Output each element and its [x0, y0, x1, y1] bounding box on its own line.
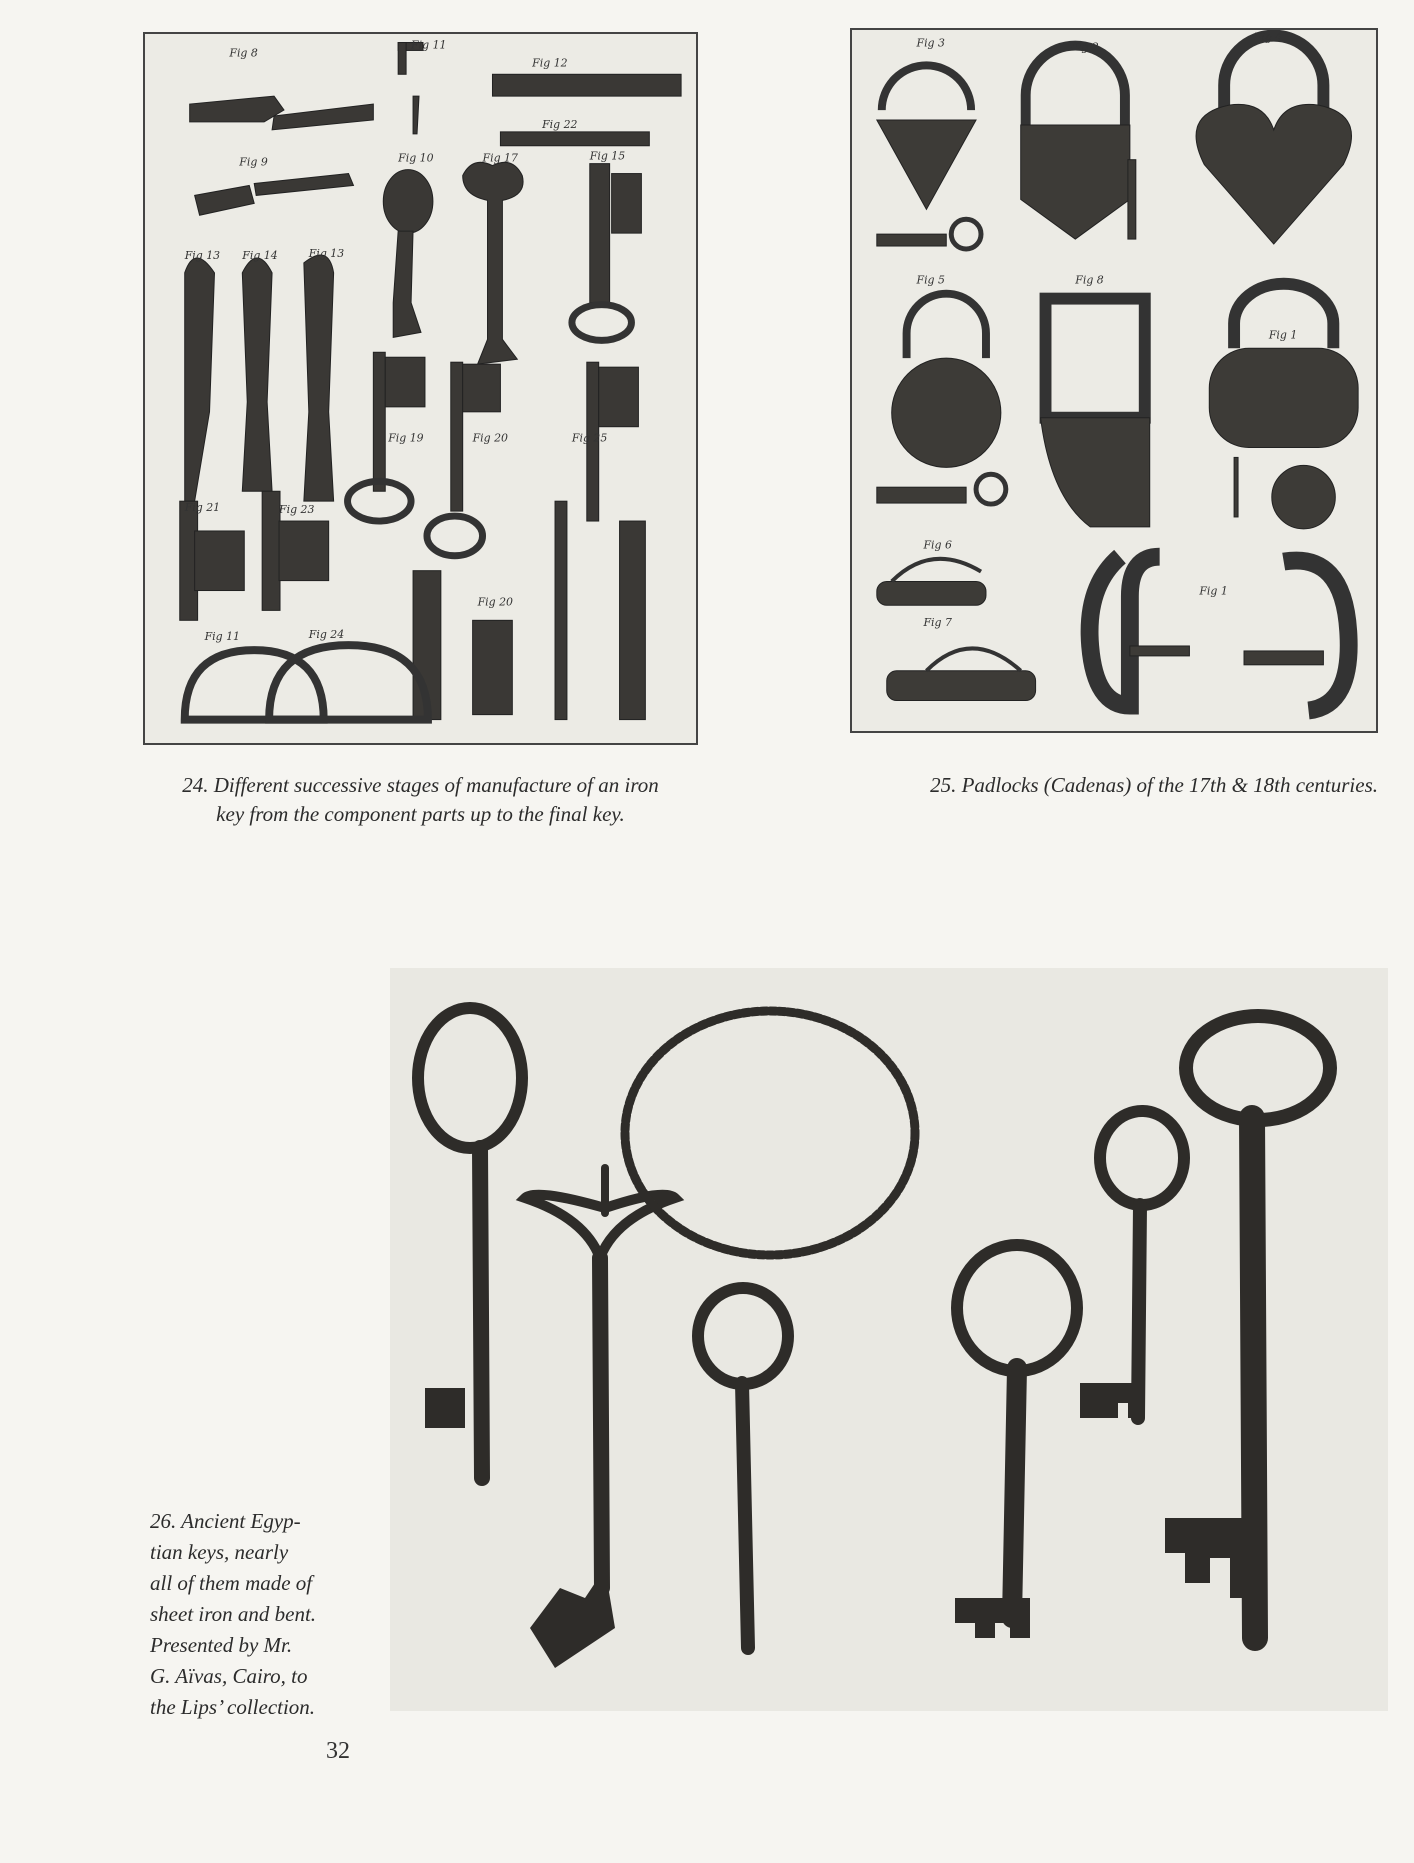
fig-label: Fig 7 — [923, 616, 952, 630]
bar-fig9-left — [195, 185, 255, 215]
bar-fig9-right — [254, 174, 353, 196]
caption-line: 25. Padlocks (Cadenas) of the 17th & 18th centuries. — [930, 773, 1378, 797]
shackle-fig4 — [1224, 36, 1323, 110]
plate-24-engraving — [145, 34, 696, 743]
fig-label: Fig 5 — [916, 273, 945, 287]
body-fig1 — [1209, 348, 1358, 447]
key5-shank — [1012, 1368, 1017, 1618]
key-fig15-bow — [572, 305, 632, 341]
key2-shank — [600, 1258, 602, 1588]
caption-line: tian keys, nearly — [150, 1540, 289, 1564]
key-fig17 — [463, 162, 523, 364]
key7-bow — [1186, 1016, 1330, 1120]
key5-bit — [955, 1598, 1030, 1638]
plate-24-key-manufacture — [143, 32, 698, 745]
key-fig15-bit — [612, 174, 642, 234]
fig-label: Fig 13 — [184, 248, 221, 262]
fig-label: Fig 17 — [482, 151, 518, 165]
caption-line: Presented by Mr. — [150, 1633, 293, 1657]
body-fig7 — [887, 671, 1036, 701]
key1-bow — [418, 1008, 522, 1148]
fig-label: Fig 1 — [1268, 328, 1298, 342]
arch-fig24 — [269, 645, 428, 719]
bar-fig12 — [492, 74, 681, 96]
pin — [413, 96, 419, 134]
fig-label: Fig 14 — [242, 248, 278, 262]
caption-line: key from the component parts up to the final key. — [216, 802, 625, 826]
key4-bow — [698, 1288, 788, 1384]
plate-fig20 — [473, 620, 513, 714]
caption-fig26 — [150, 1506, 328, 1723]
caption-fig24 — [143, 771, 698, 829]
fig-label: Fig 6 — [923, 538, 952, 552]
blank-fig13b — [304, 255, 334, 501]
key-blank-shank — [393, 231, 421, 337]
lock-fig23-plate — [279, 521, 329, 581]
fig-label: Fig 8 — [1075, 273, 1104, 287]
frame-fig8 — [1046, 299, 1145, 418]
photo-26-egyptian-keys — [390, 968, 1388, 1711]
lock-fig23-post — [262, 491, 280, 610]
bolt-fig2 — [1128, 160, 1136, 239]
key5-bow — [957, 1245, 1077, 1371]
body-fig5 — [892, 358, 1001, 467]
plate-25-padlocks — [850, 28, 1378, 733]
fig-label: Fig 25 — [571, 431, 608, 445]
key6-bit — [1080, 1383, 1140, 1418]
shackle-fig2 — [1026, 46, 1125, 125]
shackle-fig6 — [892, 559, 981, 582]
key-fig20-shank — [451, 362, 463, 511]
key1-bit — [425, 1388, 465, 1428]
fig-label: Fig 10 — [398, 151, 434, 165]
plate-25-engraving — [852, 30, 1376, 731]
twisted-ring — [625, 1011, 915, 1255]
shackle-fig7 — [926, 648, 1020, 670]
bar-fig8-right — [272, 104, 373, 130]
caption-line: 26. Ancient Egyp- — [150, 1509, 301, 1533]
fig-label: Fig 11 — [204, 630, 240, 644]
body-fig2 — [1021, 125, 1130, 239]
fig-label: Fig 20 — [472, 431, 509, 445]
key6-bow — [1100, 1111, 1184, 1205]
key-fig19-bit — [385, 357, 425, 407]
caption-line: all of them made of — [150, 1571, 313, 1595]
caption-fig25 — [850, 771, 1378, 800]
key-blank-bow — [383, 170, 433, 234]
fig-label: Fig 22 — [542, 117, 578, 131]
key1-shank — [480, 1148, 482, 1478]
fig-label: Fig 21 — [184, 501, 221, 515]
keys-photograph — [390, 968, 1388, 1711]
disc-part — [1272, 465, 1336, 529]
arch-fig11 — [185, 650, 324, 719]
fig-label: Fig 4 — [1253, 30, 1283, 44]
fig-label: Fig 11 — [411, 38, 447, 52]
key4-shank — [742, 1383, 748, 1648]
body-fig6 — [877, 581, 986, 605]
body-fig3 — [877, 120, 976, 209]
bar-fig8-left — [190, 96, 284, 122]
fig-label: Fig 9 — [239, 155, 268, 169]
key-fig20-bow — [427, 516, 483, 556]
body-fig4 — [1196, 104, 1351, 244]
shackle-fig5 — [907, 294, 986, 359]
fig-label: Fig 15 — [589, 149, 626, 163]
key2-bit — [530, 1568, 615, 1668]
body-fig8 — [1041, 418, 1150, 527]
bar-fig22 — [500, 132, 649, 146]
cylinder-2 — [620, 521, 646, 720]
pin-part — [1234, 457, 1238, 517]
key-fig3-bow — [951, 219, 981, 249]
key7-bit — [1165, 1518, 1255, 1598]
fig-label: Fig 24 — [308, 628, 345, 642]
caption-line: 24. Different successive stages of manufacture of an iron — [182, 773, 659, 797]
hook-fig1-right — [1284, 561, 1349, 711]
caption-line: the Lips’ collection. — [150, 1695, 316, 1719]
fig-label: Fig 13 — [308, 246, 345, 260]
long-rod — [555, 501, 567, 719]
key-fig20-bit — [463, 364, 501, 412]
caption-line: G. Aïvas, Cairo, to — [150, 1664, 308, 1688]
key-fig3 — [877, 234, 946, 246]
key-fig25-bit — [599, 367, 639, 427]
key-fig19-shank — [373, 352, 385, 491]
key-fig5-bow — [976, 474, 1006, 504]
fig-label: Fig 20 — [477, 595, 513, 609]
key-fig5 — [877, 487, 966, 503]
fig-label: Fig 23 — [279, 503, 315, 517]
rod-fig1 — [1130, 646, 1190, 656]
blank-fig14 — [242, 258, 272, 491]
fig-label: Fig 12 — [532, 56, 568, 70]
fig-label: Fig 2 — [1070, 40, 1099, 54]
page-number: 32 — [326, 1738, 350, 1764]
bit-fig1 — [1244, 651, 1323, 665]
fig-label: Fig 3 — [916, 36, 945, 50]
caption-line: sheet iron and bent. — [150, 1602, 317, 1626]
bracket-fig11-arm — [398, 43, 406, 75]
lock-fig21-plate — [195, 531, 245, 591]
fig-label: Fig 1 — [1199, 584, 1228, 598]
hook-fig1-left — [1090, 557, 1160, 706]
shackle-fig3 — [882, 65, 971, 110]
fig-label: Fig 19 — [388, 431, 424, 445]
blank-fig13 — [185, 258, 215, 501]
fig-label: Fig 8 — [229, 46, 258, 60]
key-fig15-shank — [590, 164, 610, 303]
